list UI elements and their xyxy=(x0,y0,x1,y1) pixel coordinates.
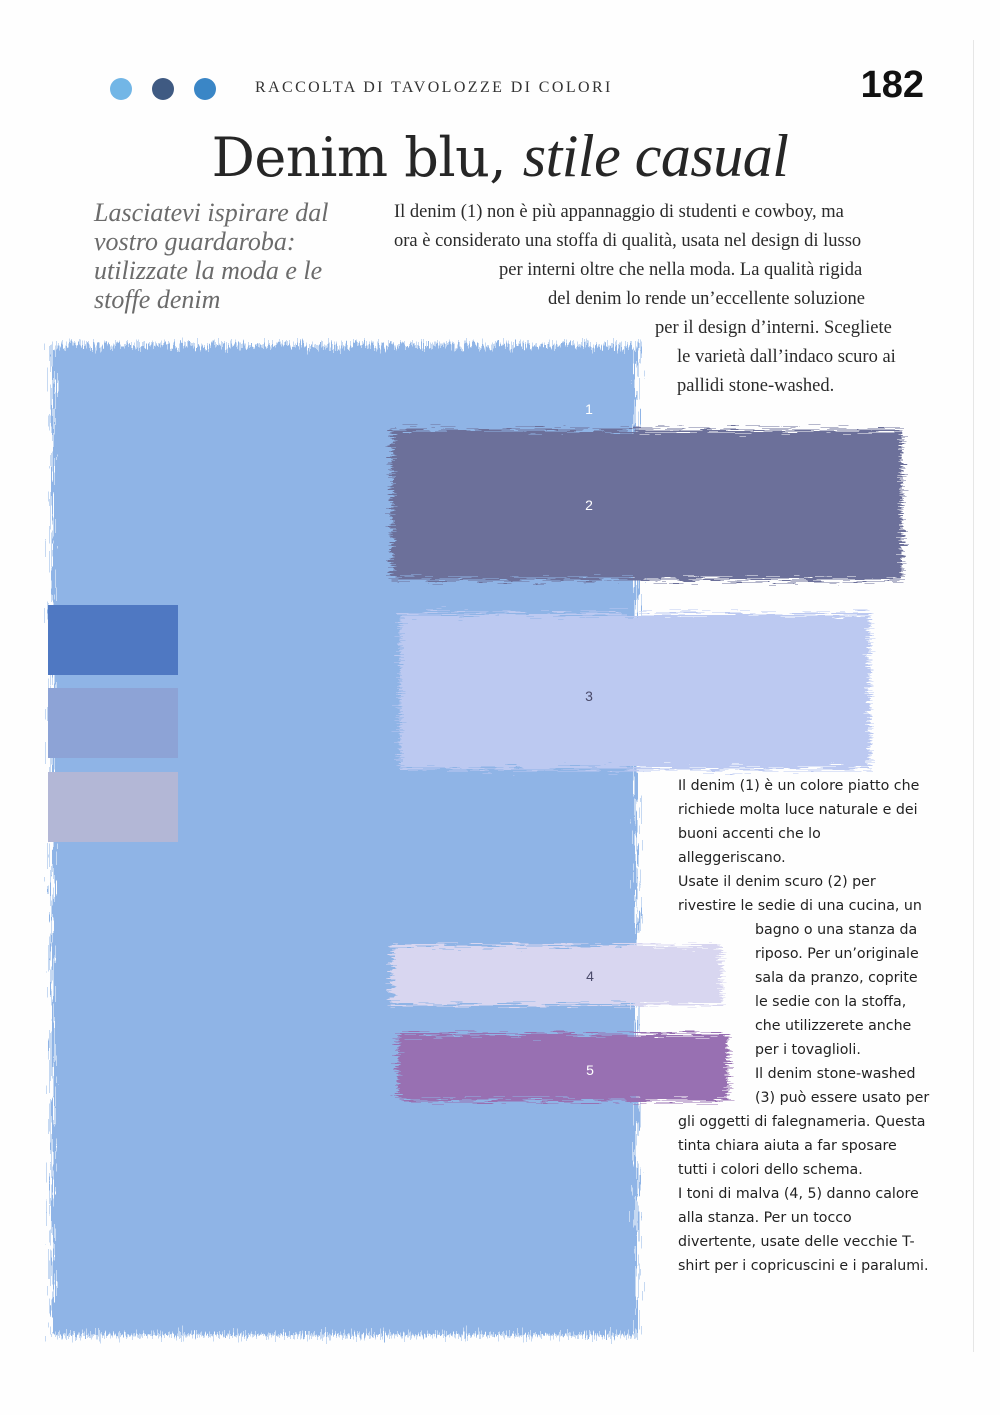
body-line: le sedie con la stoffa, xyxy=(755,994,907,1010)
body-line: divertente, usate delle vecchie T- xyxy=(678,1234,915,1250)
swatch-number-4: 4 xyxy=(586,968,594,984)
swatch-3-stone-washed xyxy=(400,614,870,769)
body-line: tutti i colori dello schema. xyxy=(678,1162,863,1178)
intro-line: per interni oltre che nella moda. La qualità rigida xyxy=(499,260,863,280)
title-regular: Denim blu, xyxy=(211,126,523,189)
swatch-5-mauve xyxy=(398,1034,728,1101)
intro-line: del denim lo rende un’eccellente soluzione xyxy=(548,289,865,309)
intro-line: pallidi stone-washed. xyxy=(677,376,835,396)
title-italic: stile casual xyxy=(522,123,789,189)
swatch-2-dark-denim xyxy=(392,430,902,580)
body-line: per i tovaglioli. xyxy=(755,1042,861,1058)
intro-line: Il denim (1) non è più appannaggio di studenti e cowboy, ma xyxy=(394,202,844,222)
body-line: (3) può essere usato per xyxy=(755,1090,930,1106)
swatch-number-5: 5 xyxy=(586,1062,594,1078)
body-line: Il denim stone-washed xyxy=(755,1066,916,1082)
body-line: Usate il denim scuro (2) per xyxy=(678,874,876,890)
swatch-number-3: 3 xyxy=(585,688,593,704)
swatch-number-1: 1 xyxy=(585,401,593,417)
body-line: alla stanza. Per un tocco xyxy=(678,1210,852,1226)
body-line: gli oggetti di falegnameria. Questa xyxy=(678,1114,926,1130)
body-line: buoni accenti che lo xyxy=(678,826,821,842)
subtitle xyxy=(94,198,354,314)
body-line: shirt per i copricuscini e i paralumi. xyxy=(678,1258,929,1274)
body-line: riposo. Per un’originale xyxy=(755,946,919,962)
body-line: I toni di malva (4, 5) danno calore xyxy=(678,1186,919,1202)
side-chip-mid-denim xyxy=(48,688,178,758)
subtitle-line: utilizzate la moda e le xyxy=(94,256,323,285)
subtitle-line: vostro guardaroba: xyxy=(94,227,296,256)
running-head: RACCOLTA DI TAVOLOZZE DI COLORI xyxy=(255,79,613,96)
body-line: che utilizzerete anche xyxy=(755,1018,912,1034)
intro-line: ora è considerato una stoffa di qualità, usata nel design di lusso xyxy=(394,231,862,251)
page-number: 182 xyxy=(860,64,924,106)
body-line: richiede molta luce naturale e dei xyxy=(678,802,918,818)
side-chip-dark-denim xyxy=(48,605,178,675)
subtitle-line: Lasciatevi ispirare dal xyxy=(94,198,329,227)
body-line: tinta chiara aiuta a far sposare xyxy=(678,1138,897,1154)
body-line: rivestire le sedie di una cucina, un xyxy=(678,898,922,914)
side-chip-grey-denim xyxy=(48,772,178,842)
intro-line: le varietà dall’indaco scuro ai xyxy=(677,347,896,367)
intro-line: per il design d’interni. Scegliete xyxy=(655,318,892,338)
body-line: Il denim (1) è un colore piatto che xyxy=(678,778,920,794)
body-line: bagno o una stanza da xyxy=(755,922,918,938)
body-line: sala da pranzo, coprite xyxy=(755,970,918,986)
subtitle-line: stoffe denim xyxy=(94,285,221,314)
swatch-number-2: 2 xyxy=(585,497,593,513)
swatch-4-pale-mauve xyxy=(392,945,722,1005)
body-line: alleggeriscano. xyxy=(678,850,786,866)
